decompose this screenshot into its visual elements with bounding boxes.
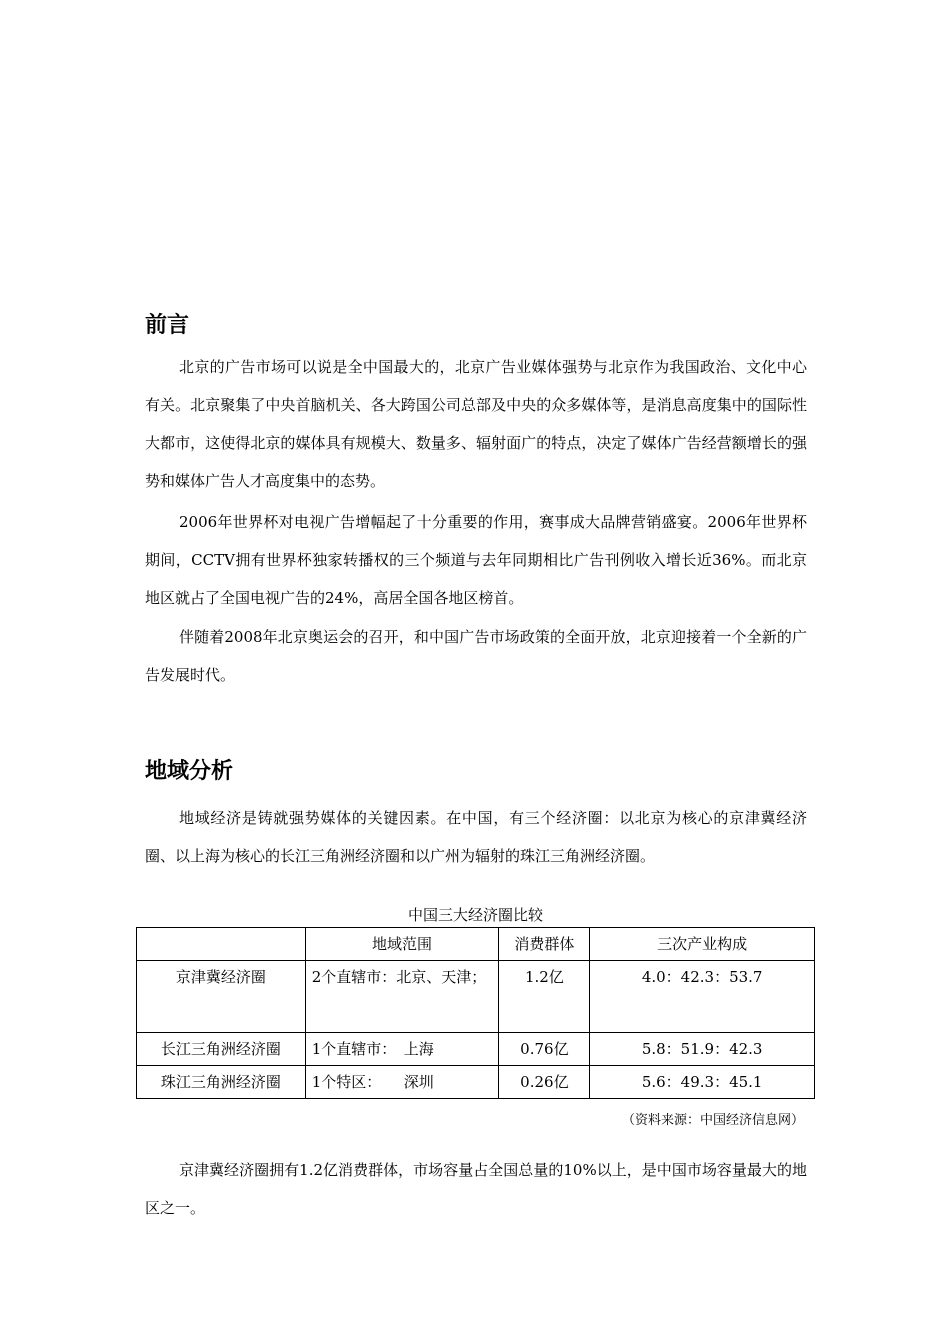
table-cell-region: 京津冀经济圈 bbox=[137, 961, 306, 1033]
table-header-row bbox=[137, 928, 815, 961]
table-cell-scope: 1个特区： 深圳 bbox=[305, 1066, 499, 1099]
table-row bbox=[137, 1033, 815, 1066]
table-cell-region: 珠江三角洲经济圈 bbox=[137, 1066, 306, 1099]
table-cell-industry: 5.6：49.3：45.1 bbox=[590, 1066, 815, 1099]
table-source-note: （资料来源：中国经济信息网） bbox=[621, 1113, 804, 1128]
section-title-regional: 地域分析 bbox=[145, 759, 234, 784]
table-cell-scope: 1个直辖市： 上海 bbox=[305, 1033, 499, 1066]
table-cell-consumers: 1.2亿 bbox=[499, 961, 590, 1033]
table-cell-scope: 2个直辖市：北京、天津； bbox=[305, 961, 499, 1033]
section-title-preface: 前言 bbox=[145, 313, 190, 338]
preface-paragraph: 北京的广告市场可以说是全中国最大的，北京广告业媒体强势与北京作为我国政治、文化中心有关。北京聚集了中央首脑机关、各大跨国公司总部及中央的众多媒体等，是消息高度集中的国际性大都市，这使得北京的媒体具有规模大、数量多、辐射面广的特点，决定了媒体广告经营额增长的强势和媒体广告人才高度集中的态势。 bbox=[145, 358, 807, 490]
table-cell-consumers: 0.26亿 bbox=[499, 1066, 590, 1099]
table-caption: 中国三大经济圈比较 bbox=[407, 906, 543, 924]
table-header-cell: 消费群体 bbox=[499, 928, 590, 961]
table-header-cell bbox=[137, 928, 306, 961]
table-cell-industry: 4.0：42.3：53.7 bbox=[590, 961, 815, 1033]
regional-intro-paragraph: 地域经济是铸就强势媒体的关键因素。在中国，有三个经济圈：以北京为核心的京津冀经济圈、以上海为核心的长江三角洲经济圈和以广州为辐射的珠江三角洲经济圈。 bbox=[145, 809, 807, 865]
preface-paragraph: 伴随着2008年北京奥运会的召开，和中国广告市场政策的全面开放，北京迎接着一个全新的广告发展时代。 bbox=[145, 628, 807, 684]
table-row bbox=[137, 1066, 815, 1099]
table-header-cell: 三次产业构成 bbox=[590, 928, 815, 961]
preface-paragraph: 2006年世界杯对电视广告增幅起了十分重要的作用，赛事成大品牌营销盛宴。2006年世界杯期间，CCTV拥有世界杯独家转播权的三个频道与去年同期相比广告刊例收入增长近36%。而北京地区就占了全国电视广告的24%，高居全国各地区榜首。 bbox=[145, 513, 807, 607]
table-cell-region: 长江三角洲经济圈 bbox=[137, 1033, 306, 1066]
regional-closing-paragraph: 京津冀经济圈拥有1.2亿消费群体，市场容量占全国总量的10%以上，是中国市场容量最大的地区之一。 bbox=[145, 1161, 807, 1217]
table-row bbox=[137, 961, 815, 1033]
table-cell-consumers: 0.76亿 bbox=[499, 1033, 590, 1066]
economic-circle-table bbox=[136, 927, 815, 1099]
table-header-cell: 地域范围 bbox=[305, 928, 499, 961]
table-cell-industry: 5.8：51.9：42.3 bbox=[590, 1033, 815, 1066]
